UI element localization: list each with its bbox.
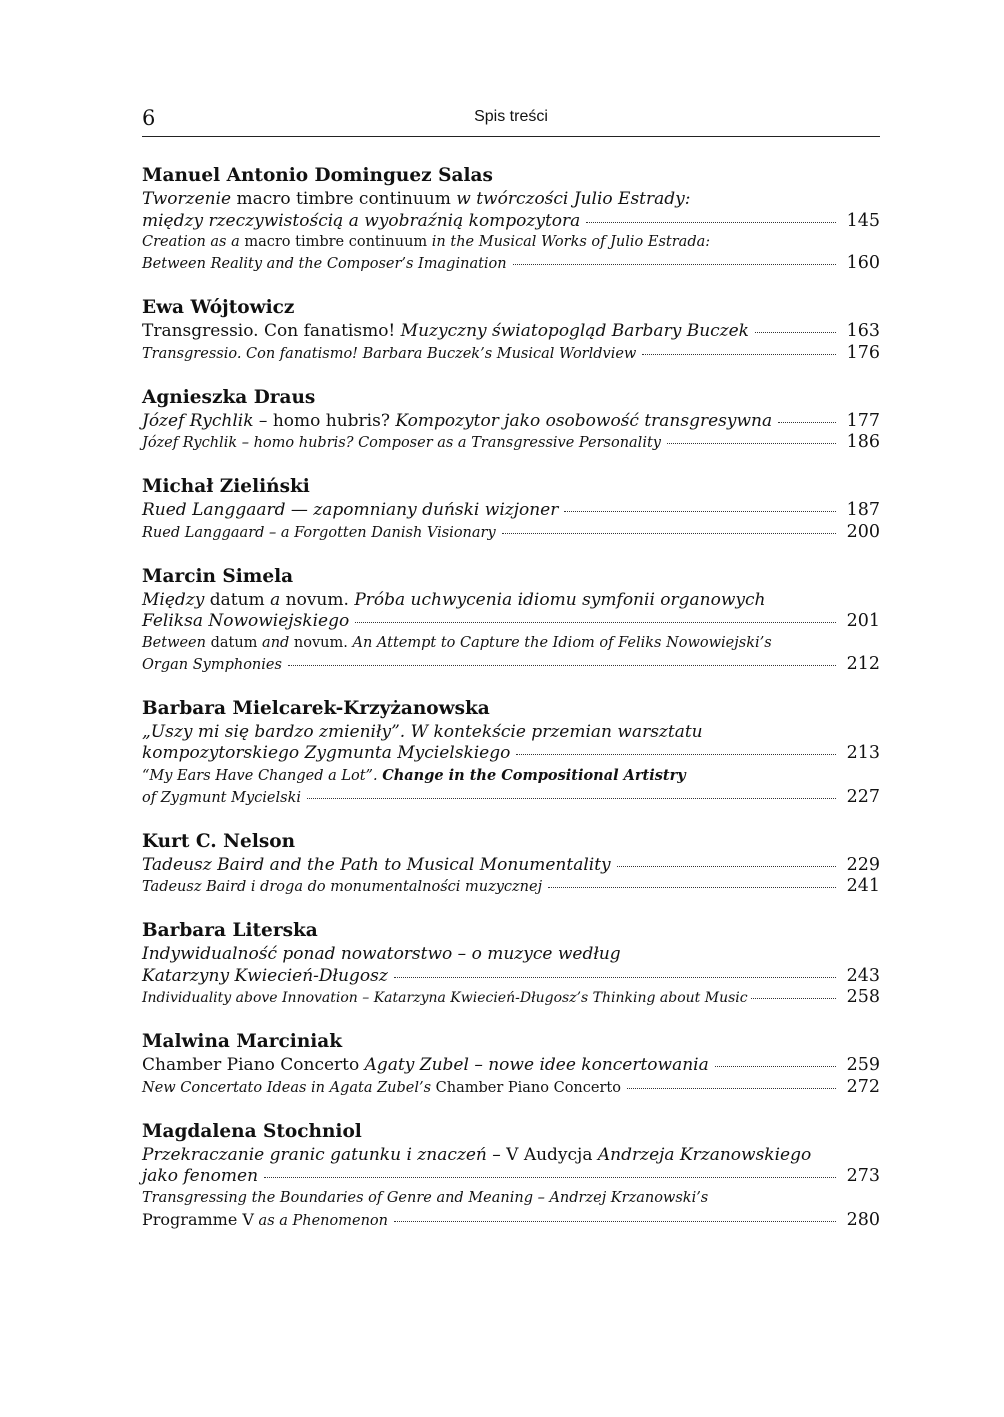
title-pl: Józef Rychlik – homo hubris? Kompozytor jako osobowość transgresywna 177 <box>142 410 880 431</box>
page-ref: 201 <box>846 611 880 631</box>
page-ref: 280 <box>846 1209 880 1230</box>
author-name: Marcin Simela <box>142 565 294 587</box>
title-pl: Indywidualność ponad nowatorstwo – o muzyce według Katarzyny Kwiecień-Długosz 243 <box>142 944 880 986</box>
toc-entry <box>142 564 880 676</box>
toc-entry <box>142 474 880 544</box>
title-pl: Transgressio. Con fanatismo! Muzyczny światopogląd Barbary Buczek 163 <box>142 321 880 341</box>
title-pl: Chamber Piano Concerto Agaty Zubel – nowe idee koncertowania 259 <box>142 1055 880 1075</box>
toc-entry <box>142 696 880 809</box>
page-ref: 229 <box>846 854 880 875</box>
author-name: Agnieszka Draus <box>142 386 316 408</box>
title-pl: Między datum a novum. Próba uchwycenia idiomu symfonii organowych Feliksa Nowowiejskiego 201 <box>142 589 880 631</box>
page-ref: 272 <box>846 1076 880 1097</box>
page-ref: 241 <box>846 876 880 896</box>
title-en: Between datum and novum. An Attempt to Capture the Idiom of Feliks Nowowiejski’s Organ Symphonies 212 <box>142 634 880 674</box>
title-en: Individuality above Innovation – Katarzyna Kwiecień-Długosz’s Thinking about Music 258 <box>142 987 880 1007</box>
toc-entry <box>142 1119 880 1232</box>
title-pl: Rued Langgaard — zapomniany duński wizjoner 187 <box>142 500 880 520</box>
page-ref: 187 <box>846 500 880 520</box>
page-ref: 213 <box>846 743 880 763</box>
title-en: Transgressing the Boundaries of Genre and Meaning – Andrzej Krzanowski’s Programme V as a Phenomenon 280 <box>142 1189 880 1230</box>
toc-entry <box>142 1029 880 1099</box>
page-ref: 212 <box>846 653 880 674</box>
page-ref: 160 <box>846 253 880 273</box>
toc-entry <box>142 295 880 365</box>
title-en: Transgressio. Con fanatismo! Barbara Buczek’s Musical Worldview 176 <box>142 342 880 363</box>
title-en: Tadeusz Baird i droga do monumentalności muzycznej 241 <box>142 876 880 896</box>
title-en: New Concertato Ideas in Agata Zubel’s Chamber Piano Concerto 272 <box>142 1076 880 1097</box>
toc-entry <box>142 385 880 455</box>
page-ref: 273 <box>846 1166 880 1186</box>
title-en: “My Ears Have Changed a Lot”. Change in the Compositional Artistry of Zygmunt Mycielski 227 <box>142 766 880 807</box>
title-pl: Tworzenie macro timbre continuum w twórczości Julio Estrady: między rzeczywistością a wyobraźnią kompozytora 145 <box>142 189 880 231</box>
author-name: Malwina Marciniak <box>142 1031 343 1052</box>
page-ref: 177 <box>846 410 880 431</box>
author-name: Barbara Mielcarek-Krzyżanowska <box>142 697 490 719</box>
author-name: Michał Zieliński <box>142 476 310 497</box>
page-ref: 259 <box>846 1055 880 1075</box>
toc-entry <box>142 829 880 899</box>
title-en: Józef Rychlik – homo hubris? Composer as a Transgressive Personality 186 <box>142 432 880 452</box>
running-title: Spis treści <box>474 108 548 125</box>
toc-entry <box>142 918 880 1009</box>
page-ref: 176 <box>846 342 880 363</box>
page-ref: 243 <box>846 965 880 986</box>
page-number: 6 <box>142 106 156 130</box>
page-ref: 227 <box>846 786 880 807</box>
title-pl: „Uszy mi się bardzo zmieniły”. W kontekście przemian warsztatu kompozytorskiego Zygmunta Mycielskiego 213 <box>142 721 880 763</box>
title-en: Rued Langgaard – a Forgotten Danish Visionary 200 <box>142 521 880 542</box>
page-ref: 145 <box>846 210 880 231</box>
title-pl: Przekraczanie granic gatunku i znaczeń – V Audycja Andrzeja Krzanowskiego jako fenomen 273 <box>142 1144 880 1186</box>
page-ref: 163 <box>846 321 880 341</box>
page-ref: 200 <box>846 521 880 542</box>
title-pl: Tadeusz Baird and the Path to Musical Monumentality 229 <box>142 854 880 875</box>
author-name: Manuel Antonio Dominguez Salas <box>142 165 493 186</box>
page-ref: 258 <box>846 987 880 1007</box>
author-name: Magdalena Stochniol <box>142 1120 362 1142</box>
author-name: Barbara Literska <box>142 920 318 941</box>
title-en: Creation as a macro timbre continuum in the Musical Works of Julio Estrada: Between Reality and the Composer’s Imagination 160 <box>142 234 880 273</box>
author-name: Ewa Wójtowicz <box>142 297 295 318</box>
page-ref: 186 <box>846 432 880 452</box>
author-name: Kurt C. Nelson <box>142 830 296 852</box>
toc-entry <box>142 163 880 275</box>
toc-page <box>142 104 880 1252</box>
page-header <box>142 104 880 137</box>
toc-entries <box>142 163 880 1232</box>
